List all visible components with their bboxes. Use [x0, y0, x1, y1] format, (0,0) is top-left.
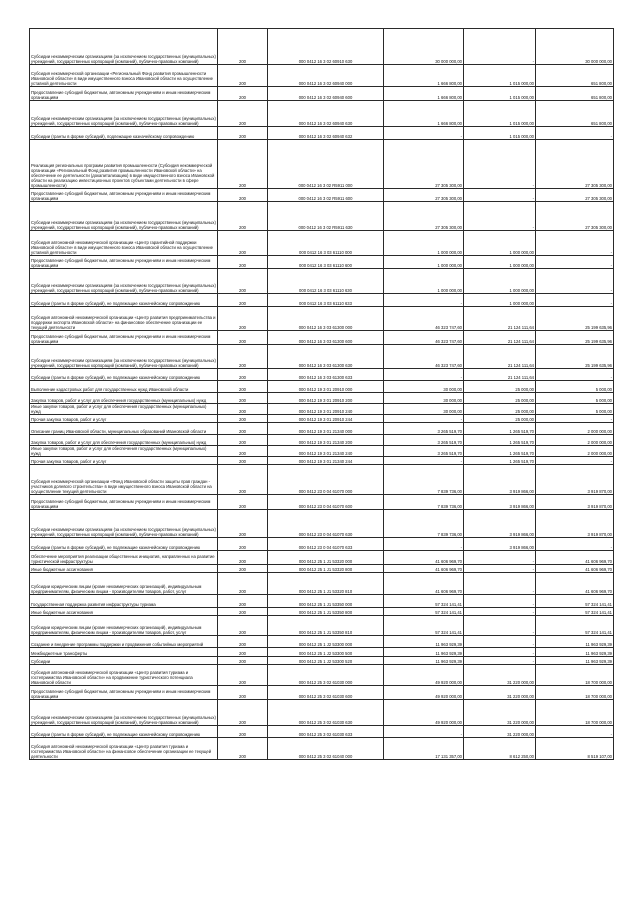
row-approved-amount-cell: 11 963 929,39 — [384, 636, 464, 648]
row-name-cell: Иные бюджетные ассигнования — [30, 608, 218, 616]
row-approved-amount-cell: 1 666 800,00 — [384, 87, 464, 101]
row-name-cell: Субсидии юридическим лицам (кроме некоммерческих организаций), индивидуальным предпринимателям, физическим лицам - производителям товаров, работ, услуг — [30, 573, 218, 595]
row-name-cell: Субсидии юридическим лицам (кроме некоммерческих организаций), индивидуальным предпринимателям, физическим лицам - производителям товаров, работ, услуг — [30, 616, 218, 636]
table-row — [30, 307, 614, 331]
row-classification-code-cell: 000 0412 19 3 01 20910 000 — [268, 381, 384, 393]
row-code-cell: 200 — [218, 608, 268, 616]
row-code-cell: 200 — [218, 331, 268, 345]
row-approved-amount-cell: 11 963 929,39 — [384, 657, 464, 665]
row-code-cell: 200 — [218, 565, 268, 573]
table-row — [30, 331, 614, 345]
row-approved-amount-cell: 3 265 519,70 — [384, 435, 464, 446]
row-approved-amount-cell: 27 305 300,00 — [384, 202, 464, 231]
row-executed-amount-cell: - — [464, 648, 536, 657]
table-row — [30, 700, 614, 726]
row-code-cell: 200 — [218, 231, 268, 256]
table-row — [30, 446, 614, 457]
row-classification-code-cell: 000 0412 25 3 02 61030 600 — [268, 686, 384, 700]
row-approved-amount-cell: 7 839 736,00 — [384, 510, 464, 538]
table-row — [30, 565, 614, 573]
row-remaining-amount-cell: - — [536, 294, 614, 307]
row-classification-code-cell: 000 0412 25 1 J1 53350 810 — [268, 616, 384, 636]
table-row — [30, 404, 614, 415]
row-name-cell: Создание и внедрение программы поддержки и продвижения событийных мероприятий — [30, 636, 218, 648]
table-row — [30, 608, 614, 616]
row-approved-amount-cell: 1 000 000,00 — [384, 231, 464, 256]
row-code-cell: 200 — [218, 446, 268, 457]
row-classification-code-cell: 000 0412 19 3 01 21340 244 — [268, 457, 384, 465]
row-approved-amount-cell: 27 305 300,00 — [384, 140, 464, 189]
row-remaining-amount-cell: 3 919 870,00 — [536, 495, 614, 510]
row-remaining-amount-cell: 25 199 635,96 — [536, 345, 614, 369]
row-classification-code-cell: 000 0412 16 3 03 61300 000 — [268, 307, 384, 331]
row-executed-amount-cell: 31 220 000,00 — [464, 686, 536, 700]
row-approved-amount-cell: 3 265 519,70 — [384, 423, 464, 435]
row-name-cell: Обеспечение мероприятия реализации общественных инициатив, направленных на развитие туристической инфраструктуры — [30, 551, 218, 565]
row-approved-amount-cell: 41 606 969,70 — [384, 565, 464, 573]
row-name-cell: Субсидия автономной некоммерческой организации «Центр развития туризма и гостеприимства Ивановской области» на продвижение туристического потенциала Ивановской области — [30, 665, 218, 686]
row-remaining-amount-cell: 57 324 141,41 — [536, 608, 614, 616]
row-name-cell: Субсидия автономной некоммерческой организации «Центр развития туризма и гостеприимства Ивановской области» на финансовое обеспечение организации ее текущей деятельности — [30, 738, 218, 760]
row-executed-amount-cell: 25 000,00 — [464, 381, 536, 393]
row-code-cell: 200 — [218, 573, 268, 595]
row-classification-code-cell: 000 0412 16 3 02 R5911 000 — [268, 140, 384, 189]
row-remaining-amount-cell: 651 800,00 — [536, 87, 614, 101]
table-row — [30, 665, 614, 686]
row-approved-amount-cell: 30 000,00 — [384, 404, 464, 415]
row-executed-amount-cell: 1 015 000,00 — [464, 101, 536, 127]
row-name-cell: Описание границ Ивановской области, муниципальных образований Ивановской области — [30, 423, 218, 435]
row-name-cell: Субсидии некоммерческим организациям (за исключением государственных (муниципальных) учреждений, государственных корпораций (компаний), публично-правовых компаний) — [30, 700, 218, 726]
row-code-cell: 200 — [218, 202, 268, 231]
row-approved-amount-cell: 11 963 929,39 — [384, 648, 464, 657]
row-code-cell: 200 — [218, 256, 268, 269]
row-classification-code-cell: 000 0412 16 3 03 61300 633 — [268, 369, 384, 381]
row-remaining-amount-cell: 2 000 000,00 — [536, 446, 614, 457]
row-executed-amount-cell: 1 015 000,00 — [464, 127, 536, 140]
row-remaining-amount-cell: 27 305 300,00 — [536, 140, 614, 189]
row-code-cell: 200 — [218, 686, 268, 700]
row-classification-code-cell: 000 0412 19 3 01 20910 200 — [268, 393, 384, 404]
row-approved-amount-cell: 7 839 736,00 — [384, 495, 464, 510]
row-code-cell: 200 — [218, 269, 268, 294]
table-row — [30, 140, 614, 189]
row-classification-code-cell: 000 0412 25 1 J1 53320 800 — [268, 565, 384, 573]
row-code-cell: 200 — [218, 393, 268, 404]
table-row — [30, 657, 614, 665]
row-name-cell: Субсидии некоммерческим организациям (за исключением государственных (муниципальных) учреждений, государственных корпораций (компаний), публично-правовых компаний) — [30, 510, 218, 538]
row-approved-amount-cell: 46 323 747,60 — [384, 307, 464, 331]
row-classification-code-cell: 000 0412 25 1 J1 53350 800 — [268, 608, 384, 616]
row-name-cell: Предоставление субсидий бюджетным, автономным учреждениям и иным некоммерческим организациям — [30, 256, 218, 269]
row-approved-amount-cell: 30 000,00 — [384, 381, 464, 393]
row-code-cell: 200 — [218, 423, 268, 435]
row-executed-amount-cell: - — [464, 565, 536, 573]
row-name-cell: Закупка товаров, работ и услуг для обеспечения государственных (муниципальных) нужд — [30, 393, 218, 404]
row-approved-amount-cell: 46 323 747,60 — [384, 331, 464, 345]
row-remaining-amount-cell: 11 963 929,39 — [536, 648, 614, 657]
row-executed-amount-cell: - — [464, 636, 536, 648]
table-row — [30, 202, 614, 231]
row-name-cell: Субсидии (гранты в форме субсидий), подлежащие казначейскому сопровождению — [30, 127, 218, 140]
row-approved-amount-cell: 57 324 141,41 — [384, 608, 464, 616]
row-classification-code-cell: 000 0412 25 1 J1 53320 810 — [268, 573, 384, 595]
row-approved-amount-cell: 57 324 141,41 — [384, 595, 464, 608]
row-name-cell: Субсидии (гранты в форме субсидий), не подлежащие казначейскому сопровождению — [30, 538, 218, 551]
row-classification-code-cell: 000 0412 16 3 02 R5911 600 — [268, 189, 384, 202]
table-row — [30, 29, 614, 65]
row-name-cell: Иные бюджетные ассигнования — [30, 565, 218, 573]
row-code-cell: 200 — [218, 87, 268, 101]
table-row — [30, 495, 614, 510]
row-remaining-amount-cell: 651 800,00 — [536, 101, 614, 127]
table-row — [30, 256, 614, 269]
row-executed-amount-cell: - — [464, 29, 536, 65]
row-approved-amount-cell: - — [384, 726, 464, 738]
row-remaining-amount-cell: - — [536, 457, 614, 465]
row-code-cell: 200 — [218, 189, 268, 202]
row-name-cell: Субсидии некоммерческим организациям (за исключением государственных (муниципальных) учреждений, государственных корпораций (компаний), публично-правовых компаний) — [30, 269, 218, 294]
row-code-cell: 200 — [218, 648, 268, 657]
row-classification-code-cell: 000 0412 23 0 04 61070 630 — [268, 510, 384, 538]
row-code-cell: 200 — [218, 307, 268, 331]
row-approved-amount-cell: - — [384, 415, 464, 423]
row-name-cell: Субсидия автономной некоммерческой организации «Центр гарантийной поддержки Ивановской области» в виде имущественного взноса Ивановской области на осуществление уставной деятельности — [30, 231, 218, 256]
row-code-cell: 200 — [218, 510, 268, 538]
row-remaining-amount-cell: 3 919 870,00 — [536, 465, 614, 495]
row-remaining-amount-cell: 18 700 000,00 — [536, 665, 614, 686]
row-classification-code-cell: 000 0412 23 0 04 61070 600 — [268, 495, 384, 510]
row-executed-amount-cell: 25 000,00 — [464, 393, 536, 404]
row-classification-code-cell: 000 0412 16 3 03 61110 633 — [268, 294, 384, 307]
row-classification-code-cell: 000 0412 23 0 04 61070 000 — [268, 465, 384, 495]
row-classification-code-cell: 000 0412 19 3 01 21340 240 — [268, 446, 384, 457]
table-row — [30, 189, 614, 202]
row-approved-amount-cell: 1 000 000,00 — [384, 269, 464, 294]
row-remaining-amount-cell: 57 324 141,41 — [536, 616, 614, 636]
row-code-cell: 200 — [218, 345, 268, 369]
table-row — [30, 457, 614, 465]
row-executed-amount-cell: 1 265 519,70 — [464, 446, 536, 457]
row-approved-amount-cell: 3 265 519,70 — [384, 446, 464, 457]
table-row — [30, 393, 614, 404]
table-row — [30, 269, 614, 294]
row-code-cell: 200 — [218, 738, 268, 760]
row-executed-amount-cell: 3 919 866,00 — [464, 510, 536, 538]
row-name-cell: Государственная поддержка развития инфраструктуры туризма — [30, 595, 218, 608]
row-classification-code-cell: 000 0412 16 3 02 60940 632 — [268, 127, 384, 140]
row-classification-code-cell: 000 0412 16 3 02 60940 600 — [268, 87, 384, 101]
row-code-cell: 200 — [218, 140, 268, 189]
row-classification-code-cell: 000 0412 25 3 02 61030 000 — [268, 665, 384, 686]
row-executed-amount-cell: 25 000,00 — [464, 404, 536, 415]
row-remaining-amount-cell: - — [536, 231, 614, 256]
row-code-cell: 200 — [218, 538, 268, 551]
row-classification-code-cell: 000 0412 19 3 01 21340 200 — [268, 435, 384, 446]
row-code-cell: 200 — [218, 381, 268, 393]
row-name-cell: Субсидии — [30, 657, 218, 665]
table-row — [30, 369, 614, 381]
row-classification-code-cell: 000 0412 16 3 02 R5911 630 — [268, 202, 384, 231]
row-name-cell: Предоставление субсидий бюджетным, автономным учреждениям и иным некоммерческим организациям — [30, 686, 218, 700]
table-row — [30, 435, 614, 446]
row-remaining-amount-cell: - — [536, 369, 614, 381]
row-code-cell: 200 — [218, 700, 268, 726]
table-row — [30, 551, 614, 565]
row-classification-code-cell: 000 0412 25 1 J1 53320 000 — [268, 551, 384, 565]
row-classification-code-cell: 000 0412 25 3 02 61030 630 — [268, 700, 384, 726]
row-remaining-amount-cell: 18 700 000,00 — [536, 686, 614, 700]
row-remaining-amount-cell: 18 700 000,00 — [536, 700, 614, 726]
row-executed-amount-cell: 3 919 866,00 — [464, 495, 536, 510]
table-row — [30, 87, 614, 101]
row-remaining-amount-cell: 651 800,00 — [536, 65, 614, 87]
row-name-cell: Субсидия автономной некоммерческой организации «Центр развития предпринимательства и поддержки экспорта Ивановской области» на финансовое обеспечение организации ее текущей деятельности — [30, 307, 218, 331]
row-name-cell: Субсидии (гранты в форме субсидий), не подлежащие казначейскому сопровождению — [30, 294, 218, 307]
row-code-cell: 200 — [218, 465, 268, 495]
row-remaining-amount-cell: - — [536, 269, 614, 294]
row-classification-code-cell: 000 0412 25 1 J2 53300 000 — [268, 636, 384, 648]
table-row — [30, 231, 614, 256]
row-name-cell: Выполнение кадастровых работ для государственных нужд Ивановской области — [30, 381, 218, 393]
row-name-cell: Иные закупки товаров, работ и услуг для обеспечения государственных (муниципальных) нужд — [30, 446, 218, 457]
row-approved-amount-cell: - — [384, 369, 464, 381]
row-classification-code-cell: 000 0412 19 3 01 20910 244 — [268, 415, 384, 423]
row-name-cell: Субсидии (гранты в форме субсидий), не подлежащие казначейскому сопровождению — [30, 369, 218, 381]
row-name-cell: Предоставление субсидий бюджетным, автономным учреждениям и иным некоммерческим организациям — [30, 331, 218, 345]
row-name-cell: Субсидия некоммерческой организации «Фонд Ивановской области защиты прав граждан - участников долевого строительства» в виде имущественного взноса Ивановской области на осуществление текущей деятельности — [30, 465, 218, 495]
row-code-cell: 200 — [218, 369, 268, 381]
table-row — [30, 636, 614, 648]
row-remaining-amount-cell: 8 519 107,00 — [536, 738, 614, 760]
row-executed-amount-cell: 21 124 111,64 — [464, 369, 536, 381]
row-name-cell: Субсидии некоммерческим организациям (за исключением государственных (муниципальных) учреждений, государственных корпораций (компаний), публично-правовых компаний) — [30, 29, 218, 65]
row-classification-code-cell: 000 0412 16 3 03 61110 000 — [268, 231, 384, 256]
row-classification-code-cell: 000 0412 25 1 J1 53350 000 — [268, 595, 384, 608]
table-row — [30, 381, 614, 393]
row-code-cell: 200 — [218, 457, 268, 465]
row-approved-amount-cell: 46 323 747,60 — [384, 345, 464, 369]
row-classification-code-cell: 000 0412 19 3 01 21340 000 — [268, 423, 384, 435]
row-executed-amount-cell: 21 124 111,64 — [464, 307, 536, 331]
row-remaining-amount-cell: 11 963 929,39 — [536, 657, 614, 665]
row-code-cell: 200 — [218, 435, 268, 446]
table-row — [30, 415, 614, 423]
row-executed-amount-cell: 1 265 519,70 — [464, 457, 536, 465]
row-executed-amount-cell: 1 015 000,00 — [464, 87, 536, 101]
row-executed-amount-cell: 8 612 250,00 — [464, 738, 536, 760]
row-name-cell: Предоставление субсидий бюджетным, автономным учреждениям и иным некоммерческим организациям — [30, 87, 218, 101]
row-code-cell: 200 — [218, 726, 268, 738]
row-classification-code-cell: 000 0412 16 3 02 60910 630 — [268, 29, 384, 65]
table-row — [30, 127, 614, 140]
table-row — [30, 65, 614, 87]
row-executed-amount-cell: 1 265 519,70 — [464, 423, 536, 435]
row-name-cell: Прочая закупка товаров, работ и услуг — [30, 415, 218, 423]
row-remaining-amount-cell: - — [536, 538, 614, 551]
row-approved-amount-cell: - — [384, 127, 464, 140]
row-remaining-amount-cell: 27 305 300,00 — [536, 189, 614, 202]
row-approved-amount-cell: 30 000,00 — [384, 393, 464, 404]
row-remaining-amount-cell: 11 963 929,39 — [536, 636, 614, 648]
table-row — [30, 595, 614, 608]
row-classification-code-cell: 000 0412 16 3 03 61110 600 — [268, 256, 384, 269]
row-name-cell: Субсидия некоммерческой организации «Региональный Фонд развития промышленности Ивановской области» в виде имущественного взноса Ивановской области на осуществление уставной деятельности — [30, 65, 218, 87]
row-executed-amount-cell: - — [464, 616, 536, 636]
row-executed-amount-cell: - — [464, 573, 536, 595]
budget-execution-table — [29, 28, 614, 760]
row-classification-code-cell: 000 0412 16 3 02 60940 000 — [268, 65, 384, 87]
row-remaining-amount-cell: 30 000 000,00 — [536, 29, 614, 65]
row-executed-amount-cell: - — [464, 551, 536, 565]
row-remaining-amount-cell: 5 000,00 — [536, 393, 614, 404]
row-code-cell: 200 — [218, 495, 268, 510]
row-approved-amount-cell: - — [384, 294, 464, 307]
row-classification-code-cell: 000 0412 16 3 03 61300 600 — [268, 331, 384, 345]
table-row — [30, 423, 614, 435]
row-classification-code-cell: 000 0412 19 3 01 20910 240 — [268, 404, 384, 415]
row-classification-code-cell: 000 0412 16 3 02 60940 630 — [268, 101, 384, 127]
row-remaining-amount-cell: 57 324 141,41 — [536, 595, 614, 608]
table-row — [30, 294, 614, 307]
row-code-cell: 200 — [218, 65, 268, 87]
row-approved-amount-cell: - — [384, 538, 464, 551]
table-row — [30, 616, 614, 636]
row-approved-amount-cell: 49 920 000,00 — [384, 686, 464, 700]
row-remaining-amount-cell: 41 606 969,70 — [536, 565, 614, 573]
row-approved-amount-cell: 57 324 141,41 — [384, 616, 464, 636]
row-name-cell: Предоставление субсидий бюджетным, автономным учреждениям и иным некоммерческим организациям — [30, 189, 218, 202]
table-row — [30, 686, 614, 700]
row-executed-amount-cell: - — [464, 608, 536, 616]
row-executed-amount-cell: - — [464, 189, 536, 202]
row-executed-amount-cell: 1 000 000,00 — [464, 231, 536, 256]
row-approved-amount-cell: 1 666 800,00 — [384, 65, 464, 87]
row-name-cell: Субсидии некоммерческим организациям (за исключением государственных (муниципальных) учреждений, государственных корпораций (компаний), публично-правовых компаний) — [30, 345, 218, 369]
row-classification-code-cell: 000 0412 16 3 03 61300 630 — [268, 345, 384, 369]
row-approved-amount-cell: 41 606 969,70 — [384, 551, 464, 565]
row-approved-amount-cell: 49 920 000,00 — [384, 665, 464, 686]
row-approved-amount-cell: 41 606 969,70 — [384, 573, 464, 595]
row-approved-amount-cell: 1 666 800,00 — [384, 101, 464, 127]
row-name-cell: Закупка товаров, работ и услуг для обеспечения государственных (муниципальных) нужд — [30, 435, 218, 446]
row-code-cell: 200 — [218, 415, 268, 423]
row-approved-amount-cell: 30 000 000,00 — [384, 29, 464, 65]
row-code-cell: 200 — [218, 294, 268, 307]
row-code-cell: 200 — [218, 101, 268, 127]
row-executed-amount-cell: 25 000,00 — [464, 415, 536, 423]
row-executed-amount-cell: - — [464, 202, 536, 231]
row-code-cell: 200 — [218, 636, 268, 648]
row-code-cell: 200 — [218, 29, 268, 65]
row-classification-code-cell: 000 0412 25 3 02 61030 633 — [268, 726, 384, 738]
row-approved-amount-cell: 49 920 000,00 — [384, 700, 464, 726]
row-name-cell: Субсидии некоммерческим организациям (за исключением государственных (муниципальных) учреждений, государственных корпораций (компаний), публично-правовых компаний) — [30, 101, 218, 127]
row-name-cell: Прочая закупка товаров, работ и услуг — [30, 457, 218, 465]
row-code-cell: 200 — [218, 551, 268, 565]
row-remaining-amount-cell: - — [536, 726, 614, 738]
row-executed-amount-cell: - — [464, 657, 536, 665]
row-code-cell: 200 — [218, 404, 268, 415]
row-code-cell: 200 — [218, 595, 268, 608]
row-approved-amount-cell: 7 839 736,00 — [384, 465, 464, 495]
row-remaining-amount-cell: 27 305 300,00 — [536, 202, 614, 231]
row-remaining-amount-cell: - — [536, 256, 614, 269]
row-classification-code-cell: 000 0412 25 3 02 61040 000 — [268, 738, 384, 760]
row-name-cell: Субсидии некоммерческим организациям (за исключением государственных (муниципальных) учреждений, государственных корпораций (компаний), публично-правовых компаний) — [30, 202, 218, 231]
row-remaining-amount-cell: 41 606 969,70 — [536, 551, 614, 565]
row-remaining-amount-cell: 41 606 969,70 — [536, 573, 614, 595]
row-code-cell: 200 — [218, 657, 268, 665]
table-row — [30, 573, 614, 595]
row-executed-amount-cell: 21 124 111,64 — [464, 345, 536, 369]
table-row — [30, 538, 614, 551]
row-remaining-amount-cell: 25 199 635,96 — [536, 307, 614, 331]
table-row — [30, 738, 614, 760]
row-executed-amount-cell: 31 220 000,00 — [464, 726, 536, 738]
row-approved-amount-cell: 1 000 000,00 — [384, 256, 464, 269]
row-executed-amount-cell: 31 220 000,00 — [464, 700, 536, 726]
row-remaining-amount-cell: 5 000,00 — [536, 381, 614, 393]
row-executed-amount-cell: 31 220 000,00 — [464, 665, 536, 686]
row-classification-code-cell: 000 0412 23 0 04 61070 633 — [268, 538, 384, 551]
row-approved-amount-cell: 17 131 357,00 — [384, 738, 464, 760]
table-row — [30, 648, 614, 657]
row-executed-amount-cell: 1 000 000,00 — [464, 269, 536, 294]
row-name-cell: Иные закупки товаров, работ и услуг для обеспечения государственных (муниципальных) нужд — [30, 404, 218, 415]
row-name-cell: Субсидии (гранты в форме субсидий), не подлежащие казначейскому сопровождению — [30, 726, 218, 738]
table-row — [30, 726, 614, 738]
table-body — [30, 29, 614, 760]
row-code-cell: 200 — [218, 665, 268, 686]
row-executed-amount-cell: 21 124 111,64 — [464, 331, 536, 345]
row-code-cell: 200 — [218, 127, 268, 140]
row-approved-amount-cell: 27 305 300,00 — [384, 189, 464, 202]
row-remaining-amount-cell: 5 000,00 — [536, 404, 614, 415]
row-approved-amount-cell: - — [384, 457, 464, 465]
row-executed-amount-cell: 1 000 000,00 — [464, 294, 536, 307]
row-executed-amount-cell: 3 919 866,00 — [464, 465, 536, 495]
row-classification-code-cell: 000 0412 25 1 J2 53300 520 — [268, 657, 384, 665]
row-classification-code-cell: 000 0412 16 3 03 61110 630 — [268, 269, 384, 294]
table-row — [30, 510, 614, 538]
row-executed-amount-cell: - — [464, 140, 536, 189]
table-row — [30, 345, 614, 369]
row-executed-amount-cell: 3 919 866,00 — [464, 538, 536, 551]
row-code-cell: 200 — [218, 616, 268, 636]
table-row — [30, 465, 614, 495]
row-name-cell: Реализация региональных программ развития промышленности (Субсидия некоммерческой организации «Региональный Фонд развития промышленности Ивановской области» на обеспечение ее деятельности (докапитализацию) в виде имущественного взноса Ивановской области на реализацию инвестиционных проектов субъектами деятельности в сфере промышленности) — [30, 140, 218, 189]
table-row — [30, 101, 614, 127]
row-remaining-amount-cell: 3 919 870,00 — [536, 510, 614, 538]
row-executed-amount-cell: 1 000 000,00 — [464, 256, 536, 269]
row-name-cell: Межбюджетные трансферты — [30, 648, 218, 657]
row-name-cell: Предоставление субсидий бюджетным, автономным учреждениям и иным некоммерческим организациям — [30, 495, 218, 510]
row-remaining-amount-cell: - — [536, 415, 614, 423]
row-remaining-amount-cell: - — [536, 127, 614, 140]
row-executed-amount-cell: 1 265 519,70 — [464, 435, 536, 446]
row-executed-amount-cell: - — [464, 595, 536, 608]
budget-report-page — [29, 28, 613, 760]
row-remaining-amount-cell: 2 000 000,00 — [536, 423, 614, 435]
row-remaining-amount-cell: 2 000 000,00 — [536, 435, 614, 446]
row-classification-code-cell: 000 0412 25 1 J2 53300 500 — [268, 648, 384, 657]
row-remaining-amount-cell: 25 199 635,96 — [536, 331, 614, 345]
row-executed-amount-cell: 1 015 000,00 — [464, 65, 536, 87]
